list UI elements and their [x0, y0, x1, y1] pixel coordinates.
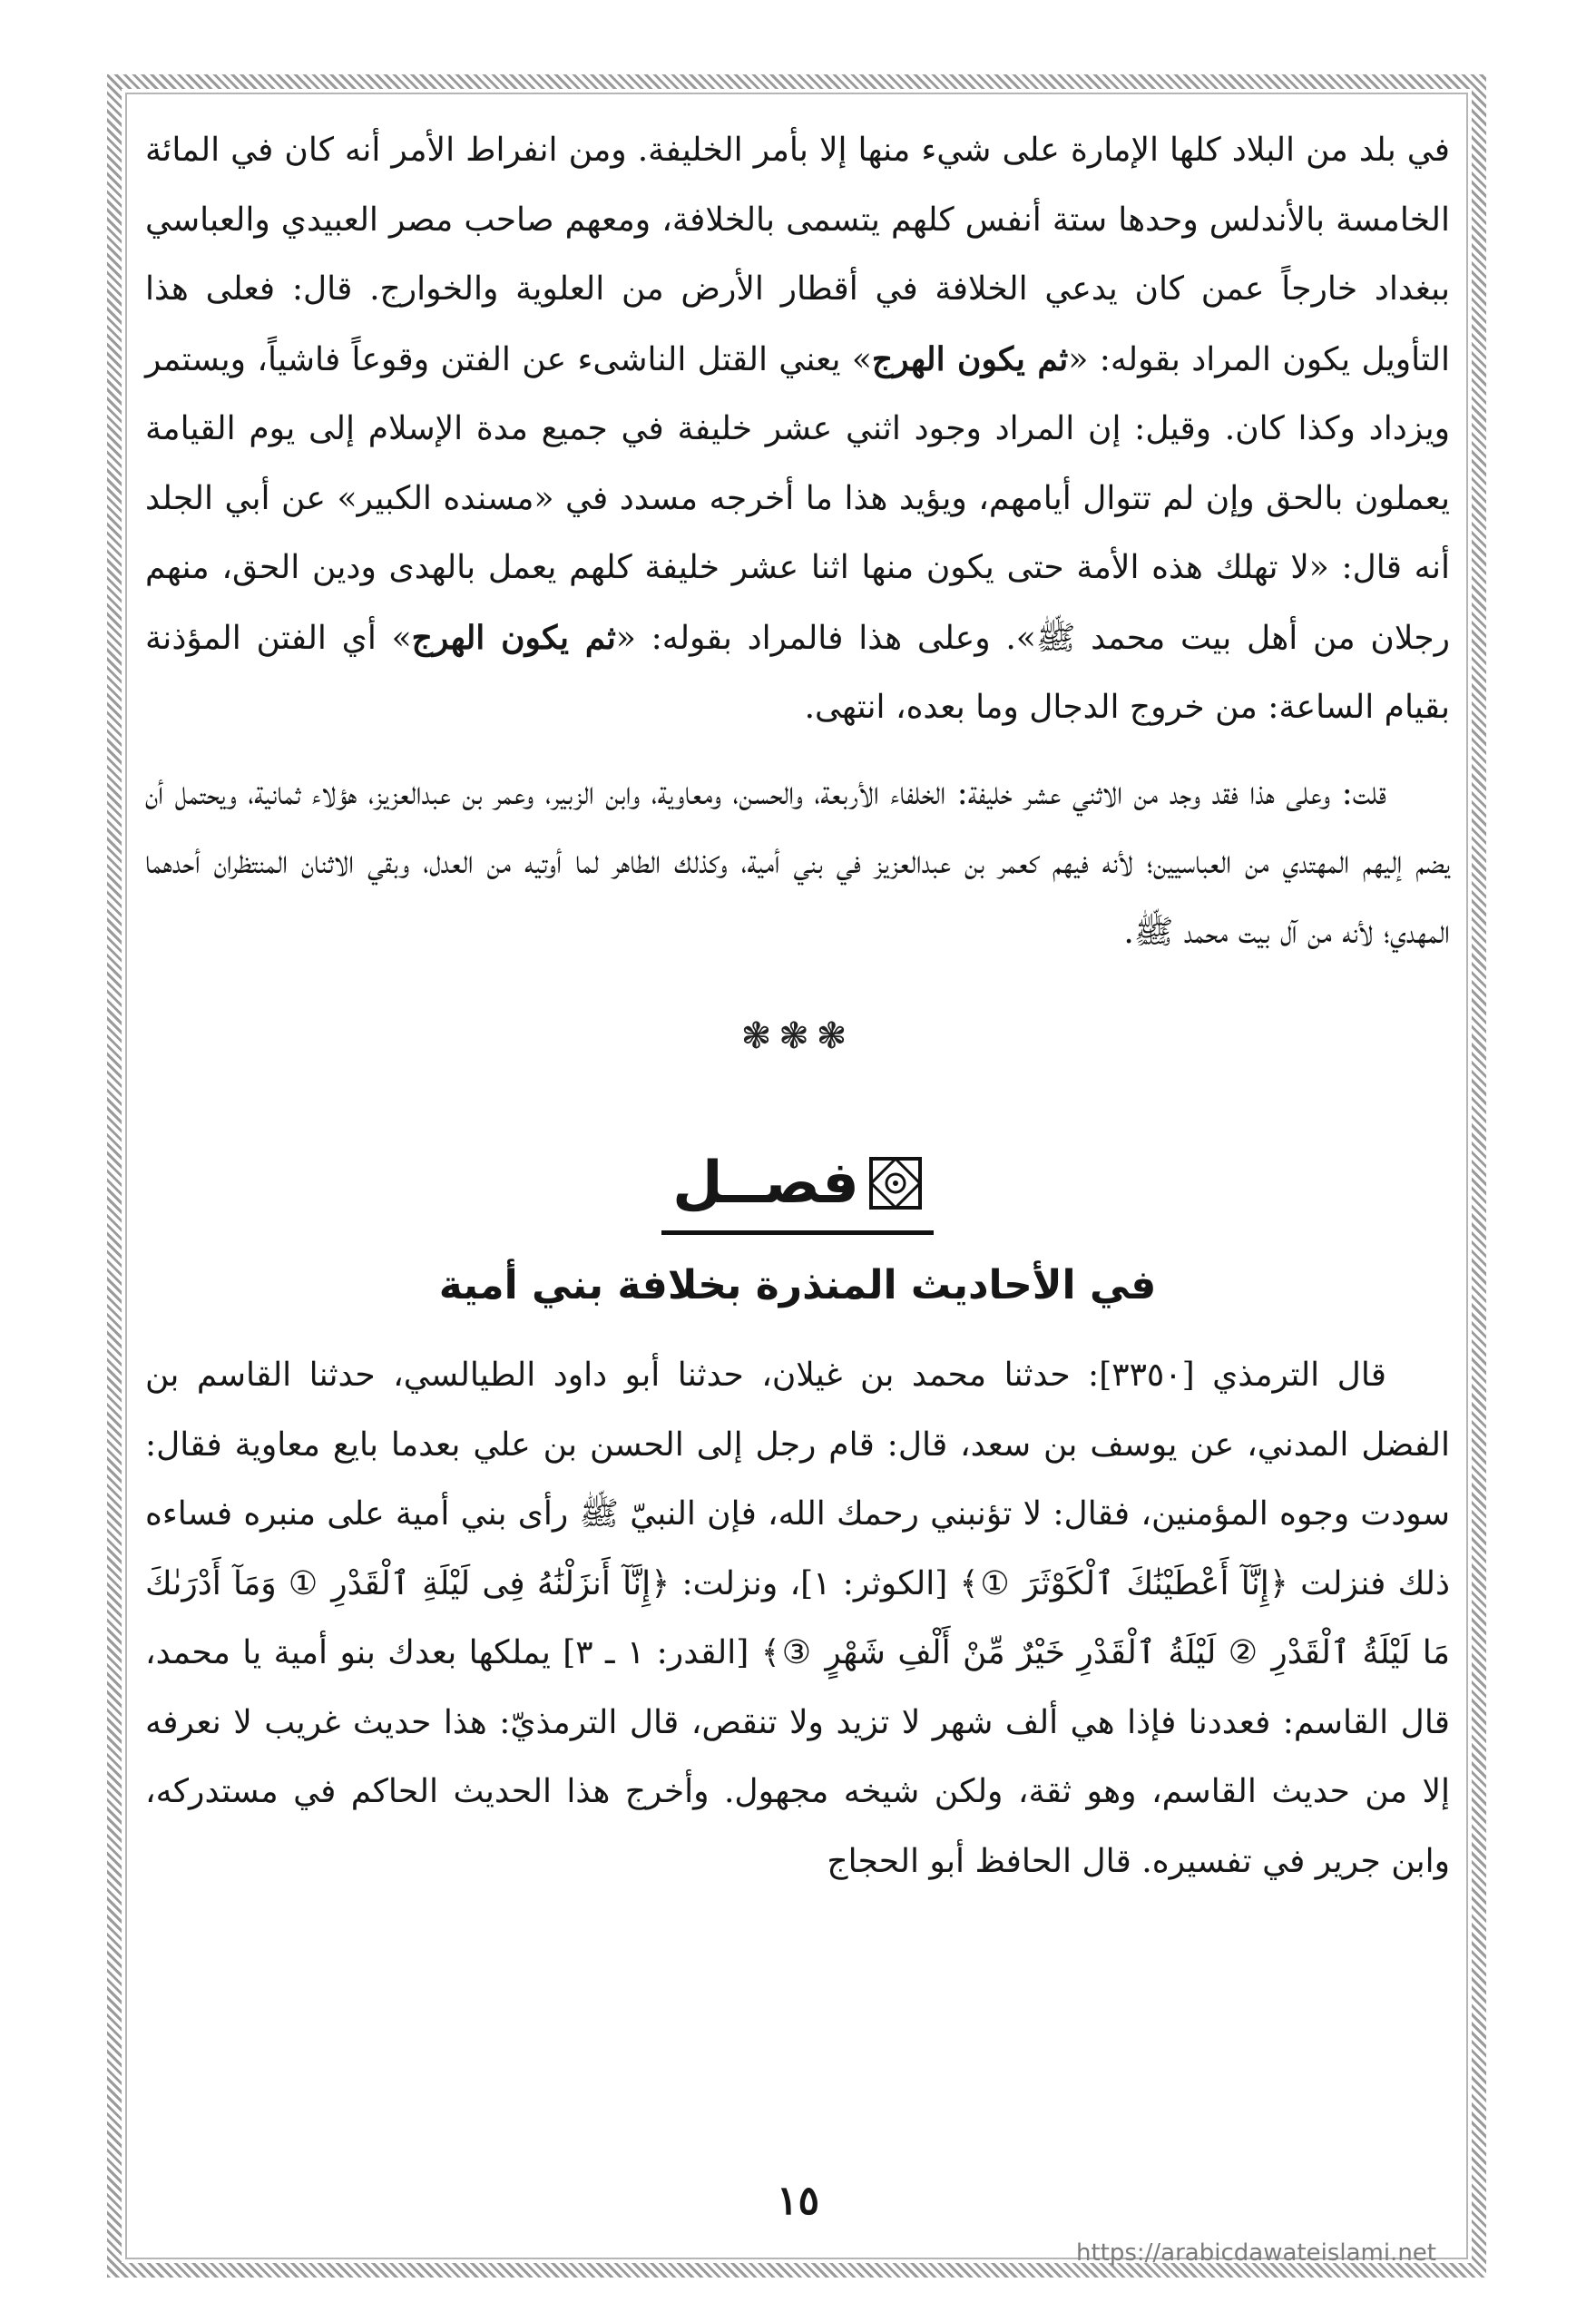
separator-stars: ❃❃❃: [740, 1015, 855, 1057]
paragraph: [145, 1341, 1450, 1896]
ornament-icon: [868, 1156, 923, 1210]
section-heading-text: فصــل: [672, 1150, 859, 1217]
bold-quote: ثم يكون الهرج: [871, 339, 1069, 378]
paragraph: [145, 759, 1450, 968]
page-content: [145, 116, 1450, 1896]
page-number: ١٥: [776, 2178, 820, 2224]
text-run: » يعني القتل الناشىء عن الفتن وقوعاً فاشياً، ويستمر ويزداد وكذا كان. وقيل: إن المراد وجود اثني عشر خليفة في جميع مدة الإسلام إلى يوم القيامة يعملون بالحق وإن لم تتوال أيامهم، ويؤيد هذا ما أخرجه مسدد في «مسنده الكبير» عن أبي الجلد أنه قال: «لا تهلك هذه الأمة حتى يكون منها اثنا عشر خليفة كلهم يعمل بالهدى ودين الحق، منهم رجلان من أهل بيت محمد ﷺ». وعلى هذا فالمراد بقوله: «: [145, 340, 1450, 657]
watermark-url: https://arabicdawateislami.net: [1075, 2239, 1436, 2267]
section-heading-underline: [661, 1141, 934, 1235]
chapter-title: في الأحاديث المنذرة بخلافة بني أمية: [438, 1262, 1157, 1308]
section-heading: [145, 1141, 1450, 1243]
text-run: قلت: وعلى هذا فقد وجد من الاثني عشر خليفة: الخلفاء الأربعة، والحسن، ومعاوية، وابن الزبير، وعمر بن عبدالعزيز، هؤلاء ثمانية، ويحتمل أن يضم إليهم المهتدي من العباسيين؛ لأنه فيهم كعمر بن عبدالعزيز في بني أمية، وكذلك الطاهر لما أوتيه من العدل، وبقي الاثنان المنتظران أحدهما المهدي؛ لأنه من آل بيت محمد ﷺ.: [145, 774, 1450, 951]
text-run: قال الترمذي [٣٣٥٠]: حدثنا محمد بن غيلان، حدثنا أبو داود الطيالسي، حدثنا القاسم بن الفضل المدني، عن يوسف بن سعد، قال: قام رجل إلى الحسن بن علي بعدما بايع معاوية فقال: سودت وجوه المؤمنين، فقال: لا تؤنبني رحمك الله، فإن النبيّ ﷺ رأى بني أمية على منبره فساءه ذلك فنزلت ﴿إِنَّآ أَعْطَيْنَٰكَ ٱلْكَوْثَرَ ①﴾ [الكوثر: ١]، ونزلت: ﴿إِنَّآ أَنزَلْنَٰهُ فِى لَيْلَةِ ٱلْقَدْرِ ① وَمَآ أَدْرَىٰكَ مَا لَيْلَةُ ٱلْقَدْرِ ② لَيْلَةُ ٱلْقَدْرِ خَيْرٌ مِّنْ أَلْفِ شَهْرٍ ③﴾ [القدر: ١ ـ ٣] يملكها بعدك بنو أمية يا محمد، قال القاسم: فعددنا فإذا هي ألف شهر لا تزيد ولا تنقص، قال الترمذيّ: هذا حديث غريب لا نعرفه إلا من حديث القاسم، وهو ثقة، ولكن شيخه مجهول. وأخرج هذا الحديث الحاكم في مستدركه، وابن جرير في تفسيره. قال الحافظ أبو الحجاج: [145, 1357, 1451, 1880]
text-run: » أي الفتن المؤذنة بقيام الساعة: من خروج الدجال وما بعده، انتهى.: [145, 619, 1450, 726]
bold-quote: ثم يكون الهرج: [411, 618, 616, 657]
text-run: في بلد من البلاد كلها الإمارة على شيء منها إلا بأمر الخليفة. ومن انفراط الأمر أنه كان في المائة الخامسة بالأندلس وحدها ستة أنفس كلهم يتسمى بالخلافة، ومعهم صاحب مصر العبيدي والعباسي ببغداد خارجاً عمن كان يدعي الخلافة في أقطار الأرض من العلوية والخوارج. قال: فعلى هذا التأويل يكون المراد بقوله: «: [145, 132, 1450, 378]
paragraph: [145, 116, 1450, 743]
